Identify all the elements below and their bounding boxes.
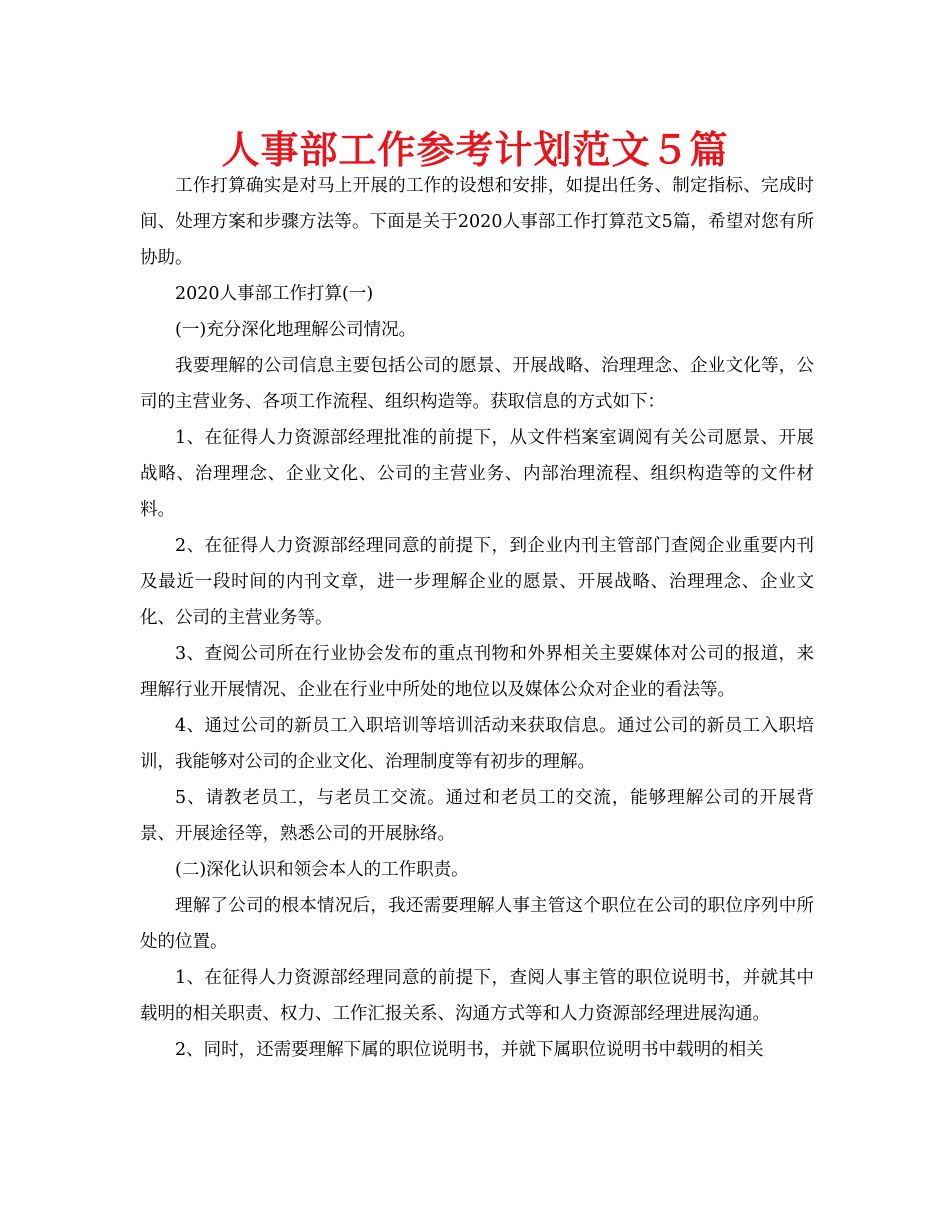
paragraph: 我要理解的公司信息主要包括公司的愿景、开展战略、治理理念、企业文化等，公司的主营业务、各项工作流程、组织构造等。获取信息的方式如下： bbox=[140, 356, 814, 412]
paragraph-intro: 工作打算确实是对马上开展的工作的设想和安排，如提出任务、制定指标、完成时间、处理方案和步骤方法等。下面是关于2020人事部工作打算范文5篇，希望对您有所协助。 bbox=[140, 176, 814, 268]
paragraph: 理解了公司的根本情况后，我还需要理解人事主管这个职位在公司的职位序列中所处的位置。 bbox=[140, 896, 814, 952]
paragraph-subheading-2: (二)深化认识和领会本人的工作职责。 bbox=[175, 860, 469, 880]
document-title: 人事部工作参考计划范文５篇 bbox=[221, 128, 729, 172]
paragraph-item-1b: 1、在征得人力资源部经理同意的前提下，查阅人事主管的职位说明书，并就其中载明的相关职责、权力、工作汇报关系、沟通方式等和人力资源部经理进展沟通。 bbox=[140, 968, 814, 1024]
paragraph-subheading-1: (一)充分深化地理解公司情况。 bbox=[175, 320, 417, 340]
paragraph-item-3: 3、查阅公司所在行业协会发布的重点刊物和外界相关主要媒体对公司的报道，来理解行业开展情况、企业在行业中所处的地位以及媒体公众对企业的看法等。 bbox=[140, 644, 814, 700]
paragraph-item-4: 4、通过公司的新员工入职培训等培训活动来获取信息。通过公司的新员工入职培训，我能够对公司的企业文化、治理制度等有初步的理解。 bbox=[140, 716, 814, 772]
paragraph-item-1: 1、在征得人力资源部经理批准的前提下，从文件档案室调阅有关公司愿景、开展战略、治理理念、企业文化、公司的主营业务、内部治理流程、组织构造等的文件材料。 bbox=[140, 428, 814, 520]
document-body bbox=[140, 168, 814, 1068]
paragraph-item-2b: 2、同时，还需要理解下属的职位说明书，并就下属职位说明书中载明的相关 bbox=[175, 1040, 764, 1060]
paragraph-section-heading: 2020人事部工作打算(一) bbox=[175, 284, 374, 304]
paragraph-item-2: 2、在征得人力资源部经理同意的前提下，到企业内刊主管部门查阅企业重要内刊及最近一段时间的内刊文章，进一步理解企业的愿景、开展战略、治理理念、企业文化、公司的主营业务等。 bbox=[140, 536, 814, 628]
paragraph-item-5: 5、请教老员工，与老员工交流。通过和老员工的交流，能够理解公司的开展背景、开展途径等，熟悉公司的开展脉络。 bbox=[140, 788, 814, 844]
